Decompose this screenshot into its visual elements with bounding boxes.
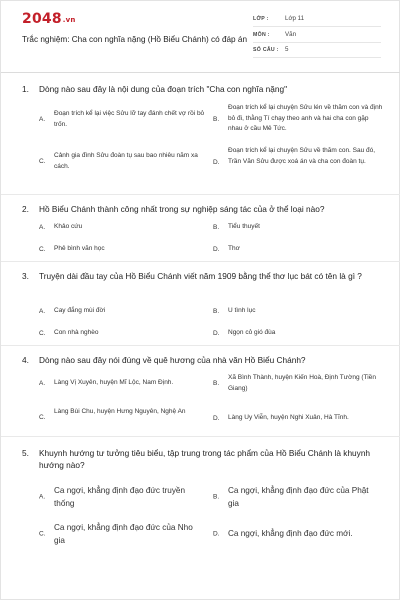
meta-grade-value: Lớp 11 [285,15,305,22]
option-letter: B. [213,307,220,315]
option-letter: D. [213,158,220,166]
option-c[interactable] [39,244,209,255]
option-text: Ca ngợi, khẳng định đạo đức của Phật gia [228,486,369,508]
option-letter: A. [39,379,46,387]
option-text: Xã Bình Thành, huyện Kiến Hoà, Định Tường (Tiền Giang) [228,374,376,392]
question-3 [1,263,400,346]
option-c[interactable] [39,407,209,429]
option-a[interactable] [39,484,209,510]
option-d[interactable] [213,413,383,424]
option-text: Ca ngợi, khẳng định đạo đức mới. [228,529,353,538]
question-text: Khuynh hướng tư tưởng tiêu biểu, tập trung trong tác phẩm của Hồ Biểu Chánh là khuynh hướng nào? [39,448,371,470]
option-text: Làng Uy Viễn, huyện Nghi Xuân, Hà Tĩnh. [228,414,349,421]
option-letter: B. [213,115,220,123]
option-b[interactable] [213,222,383,233]
meta-count [253,46,381,58]
option-letter: C. [39,413,46,421]
option-text: Ca ngợi, khẳng định đạo đức truyền thống [54,486,186,508]
option-letter: B. [213,493,220,501]
question-text: Hồ Biểu Chánh thành công nhất trong sự nghiệp sáng tác của ở thể loại nào? [39,204,325,214]
option-text: Con nhà nghèo [54,329,99,336]
meta-count-label: SỐ CÂU : [253,47,279,53]
option-a[interactable] [39,306,209,317]
option-letter: D. [213,329,220,337]
site-logo[interactable] [22,11,76,27]
question-number: 3. [22,271,29,281]
option-letter: C. [39,245,46,253]
option-text: Ngọn cỏ gió đùa [228,329,276,336]
question-1 [1,79,400,195]
option-a[interactable] [39,378,209,389]
option-text: Cay đắng mùi đời [54,307,106,314]
logo-text: 2048 [22,11,62,27]
option-b[interactable] [213,103,383,136]
option-letter: C. [39,329,46,337]
quiz-title: Trắc nghiệm: Cha con nghĩa nặng (Hồ Biểu Chánh) có đáp án [22,35,247,44]
question-2 [1,197,400,262]
question-4 [1,347,400,437]
question-number: 1. [22,84,29,94]
option-letter: B. [213,379,220,387]
question-number: 4. [22,355,29,365]
option-letter: A. [39,307,46,315]
option-text: Phê bình văn học [54,245,105,252]
option-letter: D. [213,414,220,422]
option-text: Cảnh gia đình Sửu đoàn tụ sau bao nhiêu năm xa cách. [54,152,198,170]
option-d[interactable] [213,244,383,255]
option-letter: B. [213,223,220,231]
option-text: Thơ [228,245,240,252]
option-letter: C. [39,530,46,538]
question-text: Dòng nào sau đây là nội dung của đoạn trích "Cha con nghĩa nặng" [39,84,288,94]
question-5 [1,438,400,558]
option-text: Đoạn trích kể lại chuyện Sửu về thăm con. Sau đó, Trần Văn Sửu được xoá án và cha con đoàn tụ. [228,147,376,165]
option-text: U tình lục [228,307,256,314]
option-letter: D. [213,245,220,253]
option-text: Ca ngợi, khẳng định đạo đức của Nho gia [54,523,193,545]
meta-grade [253,15,381,27]
option-letter: D. [213,530,220,537]
option-a[interactable] [39,109,214,131]
option-b[interactable] [213,306,383,317]
option-text: Tiểu thuyết [228,223,260,230]
option-c[interactable] [39,521,209,547]
meta-grade-label: LỚP : [253,16,269,22]
option-letter: A. [39,223,46,231]
option-text: Làng Vị Xuyên, huyện Mĩ Lộc, Nam Định. [54,379,174,386]
option-a[interactable] [39,222,209,233]
option-letter: C. [39,157,46,165]
option-b[interactable] [213,373,383,395]
option-text: Khảo cứu [54,223,83,230]
option-d[interactable] [213,328,383,339]
option-b[interactable] [213,484,383,510]
meta-subject-label: MÔN : [253,32,270,38]
option-d[interactable] [213,527,383,540]
question-text: Dòng nào sau đây nói đúng về quê hương của nhà văn Hồ Biểu Chánh? [39,355,306,365]
meta-subject [253,31,381,43]
logo-suffix: .vn [62,16,76,24]
option-text: Đoạn trích kể lại chuyện Sửu lén về thăm con và định bỏ đi, thằng Tí chạy theo anh và hai cha con gặp nhau ở cầu Mê Tức. [228,104,383,132]
option-letter: A. [39,115,46,123]
meta-count-value: 5 [285,46,289,53]
quiz-header [1,1,400,73]
meta-subject-value: Văn [285,31,297,38]
question-number: 5. [22,448,29,458]
question-number: 2. [22,204,29,214]
option-letter: A. [39,493,46,501]
option-d[interactable] [213,146,383,179]
option-c[interactable] [39,328,209,339]
option-text: Làng Bùi Chu, huyện Hưng Nguyên, Nghệ An [54,408,186,415]
question-text: Truyện dài đầu tay của Hồ Biểu Chánh viết năm 1909 bằng thể thơ lục bát có tên là gì ? [39,271,362,281]
option-text: Đoạn trích kể lại việc Sửu lỡ tay đánh chết vợ rồi bỏ trốn. [54,110,205,128]
option-c[interactable] [39,151,214,173]
